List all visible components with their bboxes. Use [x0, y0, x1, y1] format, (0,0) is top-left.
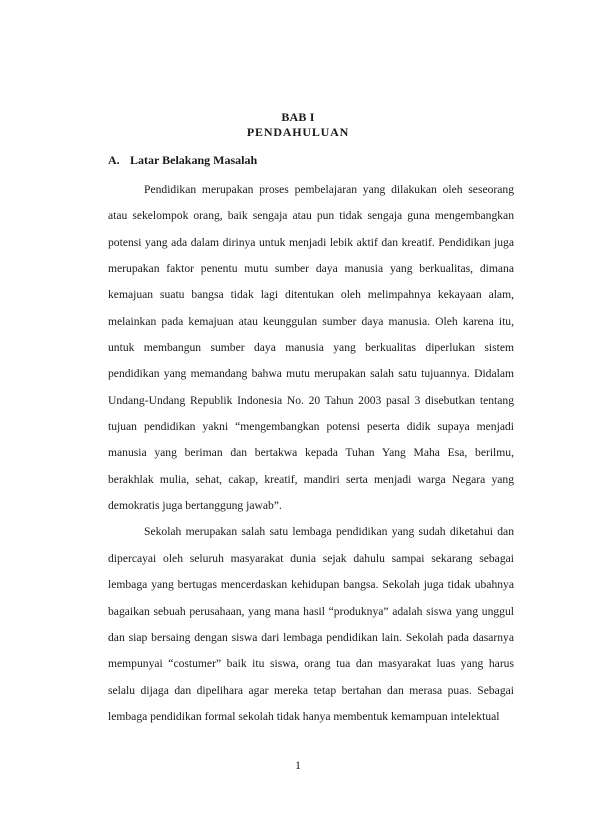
chapter-number: BAB I [281, 110, 315, 124]
paragraph: Pendidikan merupakan proses pembelajaran yang dilakukan oleh seseorang atau sekelompok orang, baik sengaja atau pun tidak sengaja guna mengembangkan potensi yang ada dalam dirinya untuk menjadi lebik aktif dan kreatif. Pendidikan juga merupakan faktor penentu mutu sumber daya manusia yang berkualitas, dimana kemajuan suatu bangsa tidak lagi ditentukan oleh melimpahnya kekayaan alam, melainkan pada kemajuan atau keunggulan sumber daya manusia. Oleh karena itu, untuk membangun sumber daya manusia yang berkualitas diperlukan sistem pendidikan yang memandang bahwa mutu merupakan salah satu tujuannya. Didalam Undang-Undang Republik Indonesia No. 20 Tahun 2003 pasal 3 disebutkan tentang tujuan pendidikan yakni “mengembangkan potensi peserta didik supaya menjadi manusia yang beriman dan bertakwa kepada Tuhan Yang Maha Esa, berilmu, berakhlak mulia, sehat, cakap, kreatif, mandiri serta menjadi warga Negara yang demokratis juga bertanggung jawab”. [108, 183, 514, 513]
section-letter: A. [108, 153, 120, 167]
paragraph: Sekolah merupakan salah satu lembaga pendidikan yang sudah diketahui dan dipercayai oleh seluruh masyarakat dunia sejak dahulu sampai sekarang sebagai lembaga yang bertugas mencerdaskan kehidupan bangsa. Sekolah juga tidak ubahnya bagaikan sebuah perusahaan, yang mana hasil “produknya” adalah siswa yang unggul dan siap bersaing dengan siswa dari lembaga pendidikan lain. Sekolah pada dasarnya mempunyai “costumer” baik itu siswa, orang tua dan masyarakat luas yang harus selalu dijaga dan dipelihara agar mereka tetap bertahan dan merasa puas. Sebagai lembaga pendidikan formal sekolah tidak hanya membentuk kemampuan intelektual [108, 525, 514, 723]
section-title: Latar Belakang Masalah [130, 153, 258, 167]
chapter-title: PENDAHULUAN [246, 125, 350, 139]
section-heading [108, 153, 257, 168]
body-text [108, 177, 514, 730]
page-number: 1 [295, 758, 301, 772]
